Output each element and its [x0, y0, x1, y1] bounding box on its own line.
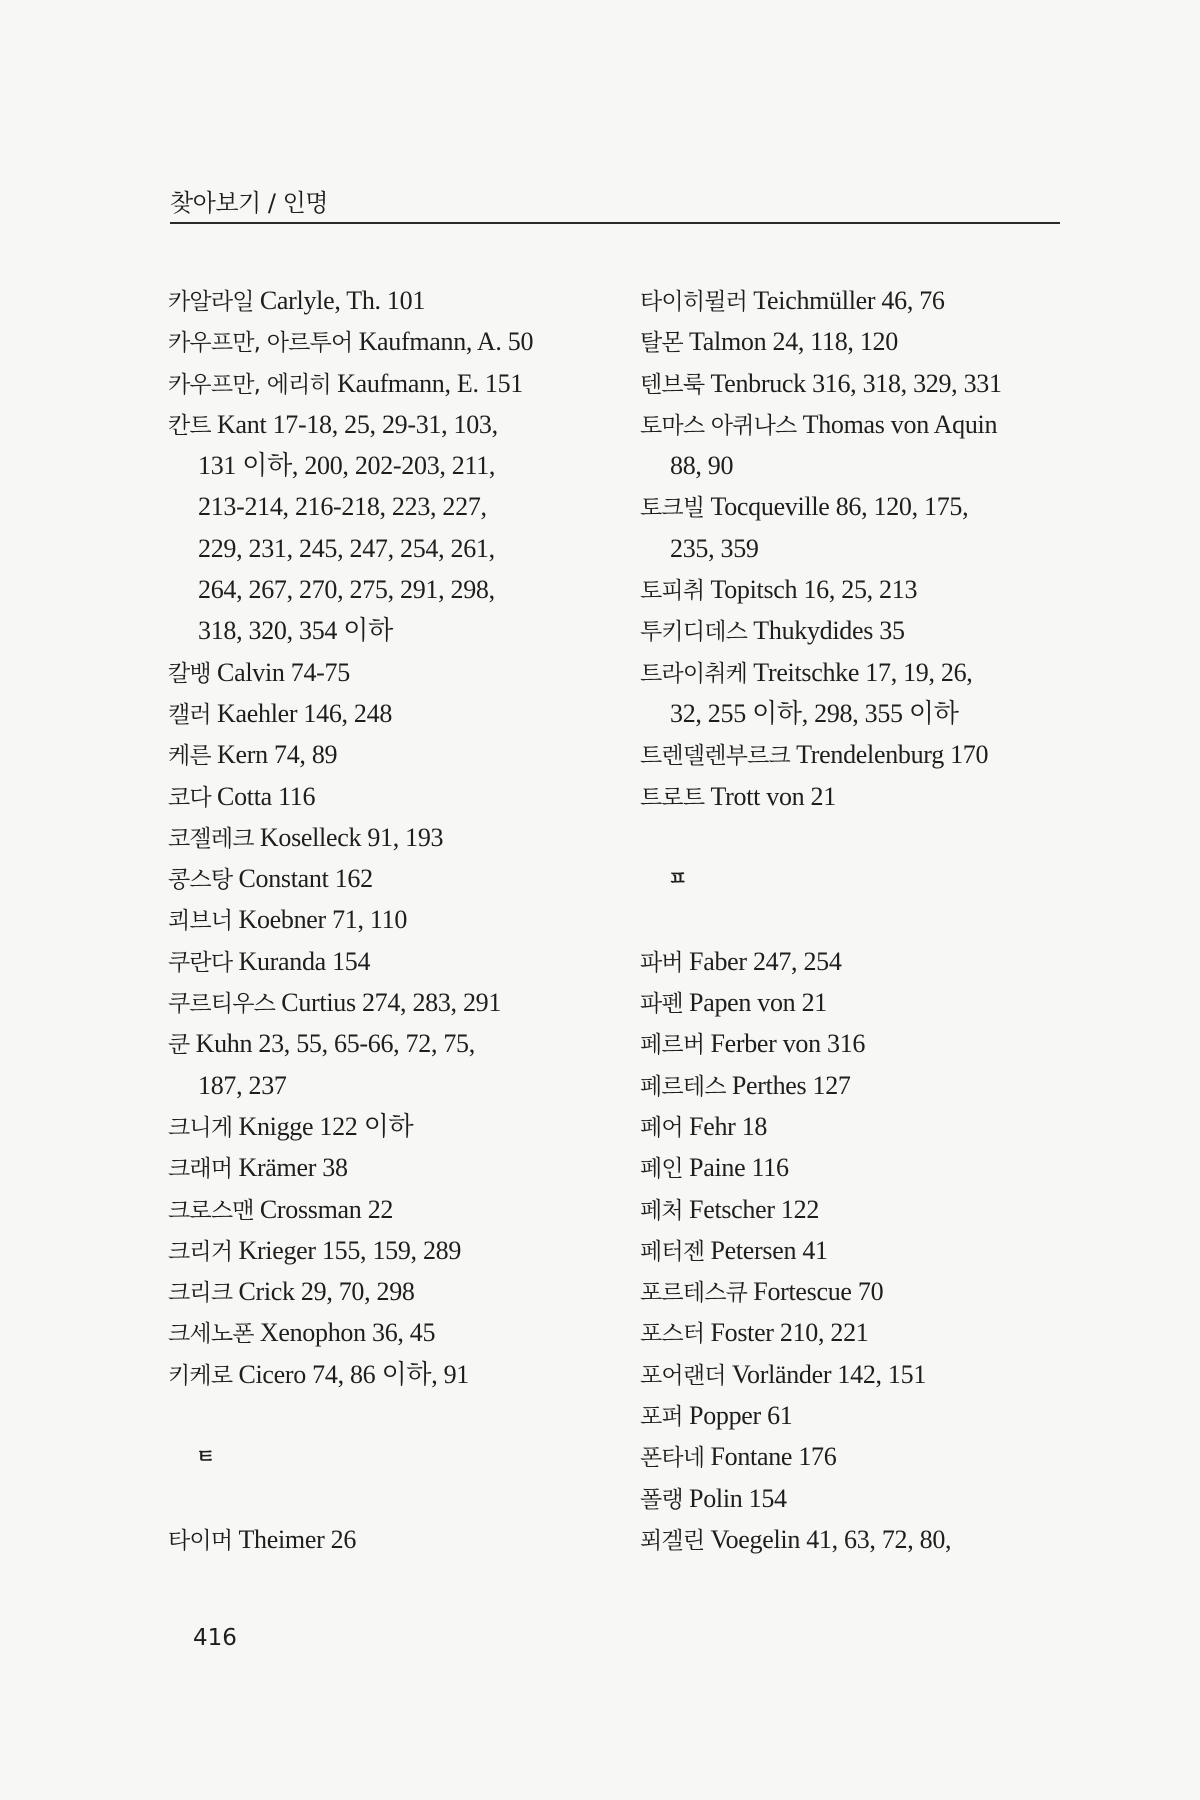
- entry-korean-name: 페어: [640, 1114, 683, 1141]
- index-entry: [168, 899, 618, 940]
- index-entry: [168, 817, 618, 858]
- entry-name-and-pages: Treitschke 17, 19, 26,: [747, 657, 973, 687]
- index-entry: [640, 321, 1090, 362]
- index-entry: [640, 1478, 1090, 1519]
- index-entry: [168, 1023, 618, 1064]
- entry-korean-name: 쿠르티우스: [168, 991, 276, 1018]
- entry-name-and-pages: Kuhn 23, 55, 65-66, 72, 75,: [189, 1029, 475, 1059]
- index-entry-continuation: 32, 255 이하, 298, 355 이하: [670, 698, 959, 728]
- index-entry: [168, 734, 618, 775]
- left-index-column: [168, 280, 618, 1560]
- entry-korean-name: 푀겔린: [640, 1527, 705, 1554]
- index-entry: [640, 610, 1090, 651]
- entry-name-and-pages: Tenbruck 316, 318, 329, 331: [704, 368, 1002, 398]
- entry-name-and-pages: Kaehler 146, 248: [210, 698, 393, 728]
- right-index-column: [640, 280, 1090, 1560]
- entry-name-and-pages: Paine 116: [682, 1153, 789, 1183]
- entry-korean-name: 카알라일: [168, 289, 254, 315]
- entry-name-and-pages: Petersen 41: [704, 1235, 828, 1265]
- index-entry: [168, 982, 618, 1023]
- entry-korean-name: 코젤레크: [168, 825, 254, 852]
- page-number: 416: [193, 1625, 237, 1651]
- index-entry-continuation: 131 이하, 200, 202-203, 211,: [198, 451, 496, 481]
- entry-name-and-pages: Xenophon 36, 45: [253, 1318, 436, 1348]
- index-entry: [168, 941, 618, 982]
- entry-korean-name: 탈몬: [640, 330, 683, 357]
- entry-korean-name: 텐브룩: [640, 371, 705, 398]
- entry-korean-name: 토마스 아퀴나스: [640, 412, 797, 439]
- entry-korean-name: 페터젠: [640, 1238, 705, 1265]
- entry-name-and-pages: Papen von 21: [682, 988, 827, 1018]
- entry-korean-name: 크세노폰: [168, 1321, 254, 1348]
- index-entry: [168, 1147, 618, 1188]
- entry-name-and-pages: Fehr 18: [682, 1111, 768, 1141]
- entry-name-and-pages: Fontane 176: [704, 1442, 837, 1472]
- index-entry: [640, 776, 1090, 817]
- entry-korean-name: 파버: [640, 949, 683, 976]
- index-entry: [640, 1271, 1090, 1312]
- entry-korean-name: 캘러: [168, 701, 211, 728]
- entry-name-and-pages: Curtius 274, 283, 291: [275, 988, 502, 1018]
- entry-name-and-pages: Perthes 127: [725, 1070, 851, 1100]
- entry-name-and-pages: Cicero 74, 86 이하, 91: [232, 1359, 470, 1389]
- entry-name-and-pages: Fortescue 70: [747, 1277, 884, 1307]
- entry-name-and-pages: Cotta 116: [210, 781, 316, 811]
- entry-korean-name: 포르테스큐: [640, 1280, 748, 1307]
- entry-korean-name: 칸트: [168, 412, 211, 439]
- index-entry: [168, 1106, 618, 1147]
- index-entry: [640, 941, 1090, 982]
- entry-name-and-pages: Koebner 71, 110: [232, 905, 408, 935]
- section-heading-letter: ㅍ: [668, 866, 688, 891]
- entry-name-and-pages: Trendelenburg 170: [789, 740, 989, 770]
- index-entry-continuation: 213-214, 216-218, 223, 227,: [198, 492, 487, 522]
- index-entry: [640, 486, 1090, 527]
- index-entry: [640, 652, 1090, 693]
- entry-name-and-pages: Polin 154: [682, 1483, 787, 1513]
- section-heading-letter: ㅌ: [196, 1444, 216, 1469]
- entry-name-and-pages: Fetscher 122: [682, 1194, 820, 1224]
- index-entry: [640, 569, 1090, 610]
- entry-name-and-pages: Faber 247, 254: [682, 946, 842, 976]
- entry-name-and-pages: Krieger 155, 159, 289: [232, 1235, 462, 1265]
- index-entry: [168, 1230, 618, 1271]
- entry-korean-name: 쾨브너: [168, 908, 233, 935]
- entry-name-and-pages: Tocqueville 86, 120, 175,: [704, 492, 969, 522]
- index-entry: [640, 982, 1090, 1023]
- section-spacer: [640, 899, 1090, 940]
- entry-korean-name: 타이머: [168, 1527, 233, 1554]
- index-entry: [640, 734, 1090, 775]
- entry-korean-name: 페인: [640, 1156, 683, 1183]
- index-entry: [640, 1354, 1090, 1395]
- entry-korean-name: 트렌델렌부르크: [640, 743, 790, 770]
- entry-name-and-pages: Vorländer 142, 151: [725, 1359, 927, 1389]
- entry-name-and-pages: Crick 29, 70, 298: [232, 1277, 415, 1307]
- entry-name-and-pages: Calvin 74-75: [210, 657, 350, 687]
- entry-name-and-pages: Krämer 38: [232, 1153, 348, 1183]
- entry-korean-name: 카우프만, 에리히: [168, 371, 331, 398]
- entry-korean-name: 콩스탕: [168, 867, 233, 894]
- entry-korean-name: 페르버: [640, 1032, 705, 1059]
- index-entry: [168, 858, 618, 899]
- entry-name-and-pages: Koselleck 91, 193: [253, 822, 444, 852]
- entry-name-and-pages: Kant 17-18, 25, 29-31, 103,: [210, 409, 498, 439]
- index-entry: [640, 1519, 1090, 1560]
- entry-name-and-pages: Knigge 122 이하: [232, 1111, 414, 1141]
- index-entry: [168, 363, 618, 404]
- index-entry-continuation: 88, 90: [670, 451, 734, 481]
- entry-name-and-pages: Constant 162: [232, 864, 373, 894]
- entry-korean-name: 폰타네: [640, 1445, 705, 1472]
- index-entry: [640, 1147, 1090, 1188]
- section-spacer: [168, 1395, 618, 1436]
- entry-name-and-pages: Kaufmann, E. 151: [330, 368, 523, 398]
- entry-korean-name: 폴랭: [640, 1486, 683, 1513]
- entry-korean-name: 크리크: [168, 1280, 233, 1307]
- header-rule: [170, 222, 1060, 224]
- entry-korean-name: 쿠란다: [168, 949, 233, 976]
- index-entry-continuation: 187, 237: [198, 1070, 287, 1100]
- entry-korean-name: 토피취: [640, 578, 705, 605]
- index-entry: [168, 1189, 618, 1230]
- entry-name-and-pages: Carlyle, Th. 101: [253, 286, 426, 315]
- entry-korean-name: 크로스맨: [168, 1197, 254, 1224]
- section-spacer: [168, 1478, 618, 1519]
- index-entry: [168, 1519, 618, 1560]
- entry-korean-name: 파펜: [640, 991, 683, 1018]
- entry-korean-name: 쿤: [168, 1032, 190, 1059]
- entry-korean-name: 케른: [168, 743, 211, 770]
- index-entry: [640, 1189, 1090, 1230]
- entry-korean-name: 투키디데스: [640, 619, 748, 646]
- entry-name-and-pages: Foster 210, 221: [704, 1318, 869, 1348]
- entry-name-and-pages: Teichmüller 46, 76: [747, 286, 945, 315]
- index-entry-continuation: 264, 267, 270, 275, 291, 298,: [198, 575, 495, 605]
- entry-korean-name: 칼뱅: [168, 660, 211, 687]
- index-entry: [168, 693, 618, 734]
- index-entry: [640, 1230, 1090, 1271]
- index-entry: [168, 321, 618, 362]
- index-entry: [168, 1312, 618, 1353]
- entry-korean-name: 크래머: [168, 1156, 233, 1183]
- entry-name-and-pages: Kern 74, 89: [210, 740, 338, 770]
- index-entry: [168, 1271, 618, 1312]
- entry-name-and-pages: Kaufmann, A. 50: [352, 327, 534, 357]
- index-entry: [640, 1065, 1090, 1106]
- index-entry: [168, 404, 618, 445]
- entry-korean-name: 트라이취케: [640, 660, 748, 687]
- index-entry-continuation: 235, 359: [670, 533, 759, 563]
- entry-name-and-pages: Theimer 26: [232, 1524, 357, 1554]
- entry-name-and-pages: Thukydides 35: [747, 616, 905, 646]
- index-entry: [640, 280, 1090, 321]
- entry-name-and-pages: Talmon 24, 118, 120: [682, 327, 898, 357]
- index-entry: [640, 1395, 1090, 1436]
- index-entry: [168, 1354, 618, 1395]
- index-entry: [640, 363, 1090, 404]
- entry-korean-name: 카우프만, 아르투어: [168, 330, 353, 357]
- index-entry-continuation: 318, 320, 354 이하: [198, 616, 393, 646]
- entry-korean-name: 트로트: [640, 784, 705, 811]
- index-entry: [168, 280, 618, 321]
- entry-korean-name: 타이히뮐러: [640, 289, 748, 315]
- entry-name-and-pages: Trott von 21: [704, 781, 836, 811]
- entry-name-and-pages: Topitsch 16, 25, 213: [704, 575, 918, 605]
- entry-name-and-pages: Kuranda 154: [232, 946, 371, 976]
- section-spacer: [640, 817, 1090, 858]
- index-entry-continuation: 229, 231, 245, 247, 254, 261,: [198, 533, 495, 563]
- entry-korean-name: 크니게: [168, 1114, 233, 1141]
- entry-name-and-pages: Thomas von Aquin: [796, 409, 998, 439]
- index-entry: [640, 1023, 1090, 1064]
- page-header: 찾아보기 / 인명: [170, 189, 328, 217]
- index-entry: [168, 776, 618, 817]
- entry-name-and-pages: Ferber von 316: [704, 1029, 866, 1059]
- index-entry: [640, 404, 1090, 445]
- index-entry: [640, 1106, 1090, 1147]
- index-entry: [168, 652, 618, 693]
- entry-korean-name: 페처: [640, 1197, 683, 1224]
- entry-korean-name: 포퍼: [640, 1404, 683, 1431]
- entry-korean-name: 페르테스: [640, 1073, 726, 1100]
- index-entry: [640, 1436, 1090, 1477]
- entry-korean-name: 코다: [168, 784, 211, 811]
- entry-korean-name: 크리거: [168, 1238, 233, 1265]
- entry-korean-name: 포스터: [640, 1321, 705, 1348]
- entry-korean-name: 포어랜더: [640, 1362, 726, 1389]
- entry-name-and-pages: Popper 61: [682, 1401, 793, 1431]
- entry-name-and-pages: Crossman 22: [253, 1194, 394, 1224]
- entry-korean-name: 토크빌: [640, 495, 705, 522]
- entry-name-and-pages: Voegelin 41, 63, 72, 80,: [704, 1524, 952, 1554]
- entry-korean-name: 키케로: [168, 1362, 233, 1389]
- index-entry: [640, 1312, 1090, 1353]
